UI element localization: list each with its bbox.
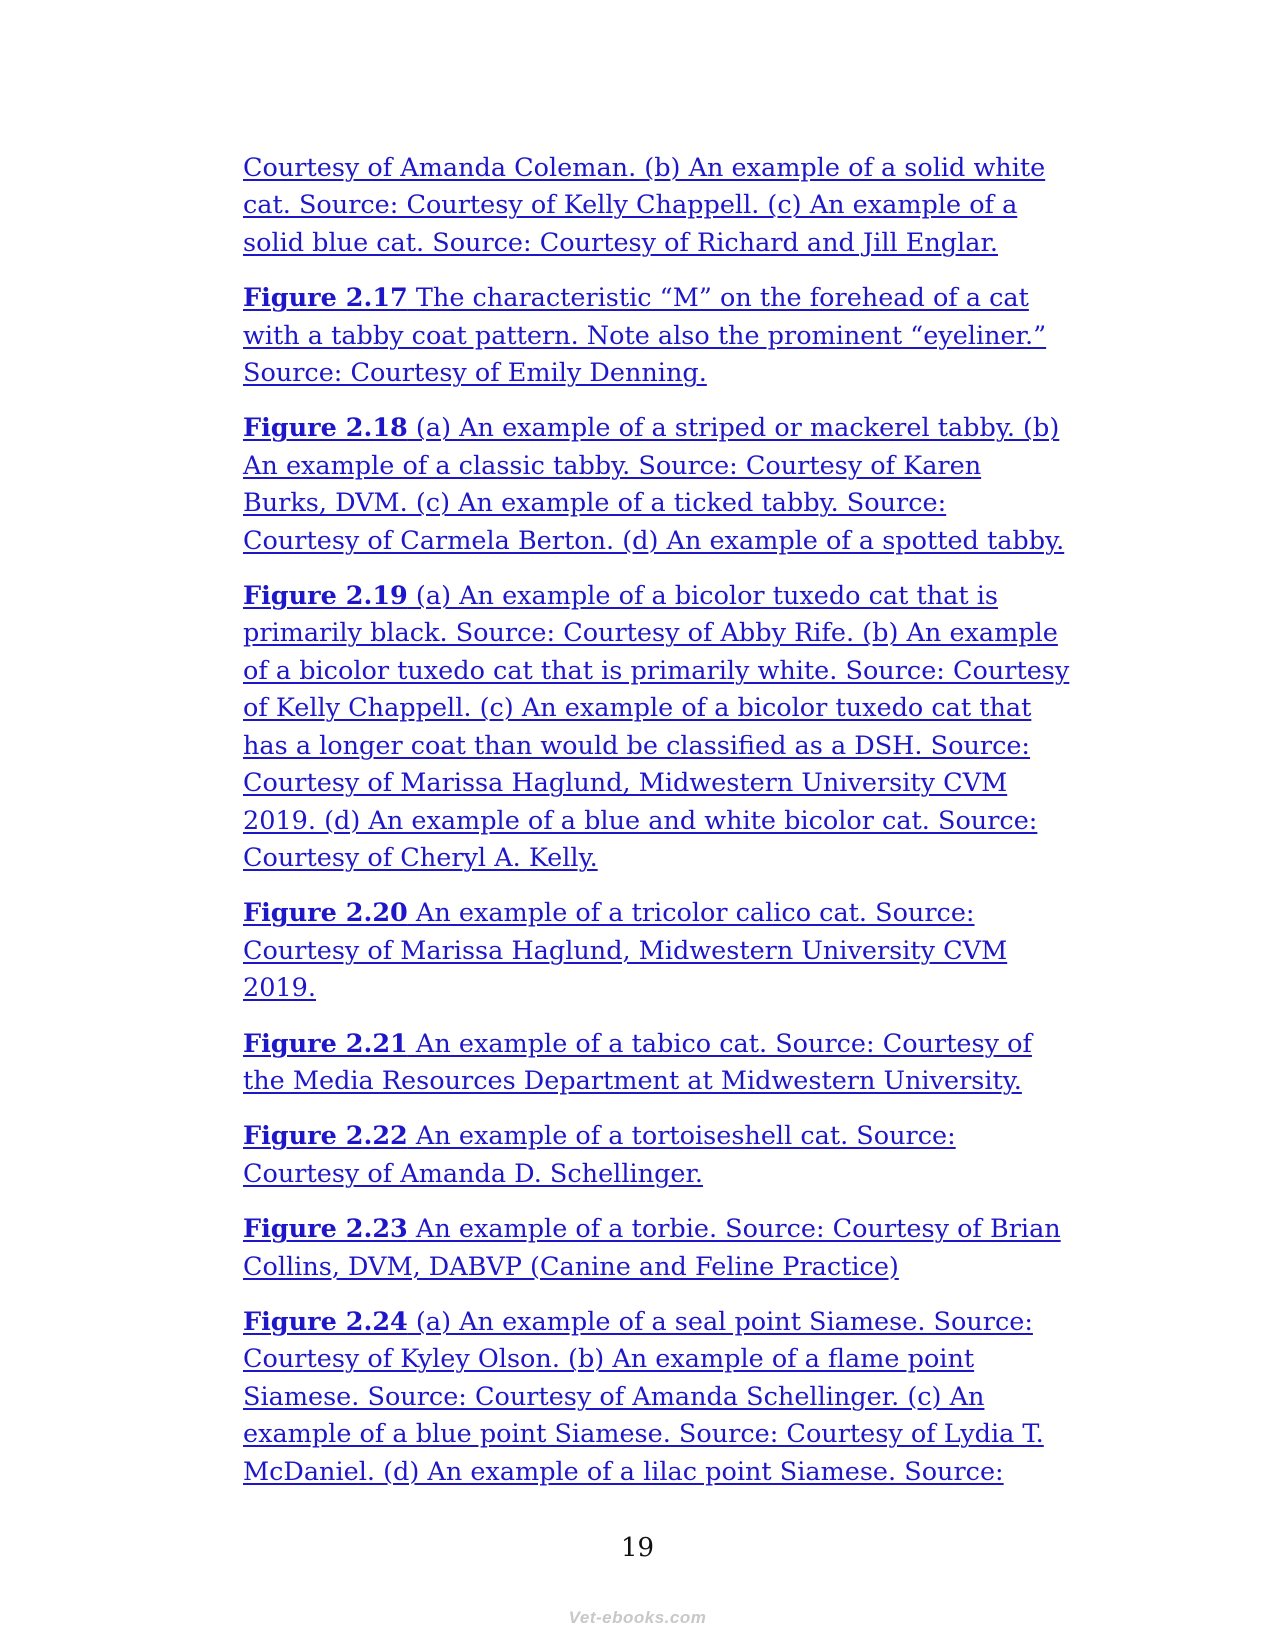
figure-caption-text: (a) An example of a striped or mackerel tabby. (b) An example of a classic tabby. Source: Courtesy of Karen Burks, DVM. (c) An example of a ticked tabby. Source: Courtesy of Carmela Berton. (d) An example of a spotted tabby.	[243, 413, 1065, 556]
figure-link-2-23[interactable]	[243, 1214, 1061, 1281]
figure-caption-text: Courtesy of Amanda Coleman. (b) An example of a solid white cat. Source: Courtesy of Kelly Chappell. (c) An example of a solid blue cat. Source: Courtesy of Richard and Jill Englar.	[243, 153, 1046, 258]
figure-label: Figure 2.22	[243, 1121, 408, 1152]
figure-label: Figure 2.17	[243, 283, 408, 314]
figure-link-2-21[interactable]	[243, 1029, 1032, 1096]
figure-label: Figure 2.23	[243, 1214, 408, 1245]
figure-entry-2-22	[243, 1118, 1128, 1193]
figure-entry-2-18	[243, 410, 1128, 560]
figure-caption-text: An example of a tabico cat. Source: Courtesy of the Media Resources Department at Midwestern University.	[243, 1028, 1032, 1096]
figure-entry-2-17	[243, 280, 1128, 392]
figure-label: Figure 2.18	[243, 413, 408, 444]
figure-link-2-24[interactable]	[243, 1307, 1044, 1487]
figure-caption-text: An example of a torbie. Source: Courtesy of Brian Collins, DVM, DABVP (Canine and Feline Practice)	[243, 1214, 1061, 1282]
figure-link-2-17[interactable]	[243, 283, 1046, 388]
figure-caption-text: (a) An example of a bicolor tuxedo cat that is primarily black. Source: Courtesy of Abby Rife. (b) An example of a bicolor tuxedo cat that is primarily white. Source: Courtesy of Kelly Chappell. (c) An example of a bicolor tuxedo cat that has a longer coat than would be classified as a DSH. Source: Courtesy of Marissa Haglund, Midwestern University CVM 2019. (d) An example of a blue and white bicolor cat. Source: Courtesy of Cheryl A. Kelly.	[243, 581, 1070, 873]
figure-entry-2-23	[243, 1211, 1128, 1286]
figure-entry-2-16-continued	[243, 150, 1128, 262]
figure-link-2-19[interactable]	[243, 581, 1069, 873]
watermark-logo: Vet-ebooks.com	[568, 1608, 707, 1627]
figure-label: Figure 2.21	[243, 1028, 408, 1059]
figure-list	[243, 150, 1128, 1509]
figure-link-2-20[interactable]	[243, 898, 1007, 1003]
figure-label: Figure 2.19	[243, 581, 408, 612]
figure-entry-2-20	[243, 895, 1128, 1007]
figure-link-2-18[interactable]	[243, 413, 1064, 555]
figure-caption-text: (a) An example of a seal point Siamese. Source: Courtesy of Kyley Olson. (b) An example of a flame point Siamese. Source: Courtesy of Amanda Schellinger. (c) An example of a blue point Siamese. Source: Courtesy of Lydia T. McDaniel. (d) An example of a lilac point Siamese. Source:	[243, 1306, 1044, 1487]
figure-entry-2-19	[243, 578, 1128, 877]
figure-entry-2-24	[243, 1304, 1128, 1491]
figure-link-2-16[interactable]	[243, 153, 1045, 258]
figure-label: Figure 2.20	[243, 898, 408, 929]
figure-entry-2-21	[243, 1026, 1128, 1101]
figure-caption-text: An example of a tricolor calico cat. Source: Courtesy of Marissa Haglund, Midwestern University CVM 2019.	[243, 898, 1008, 1004]
figure-link-2-22[interactable]	[243, 1121, 956, 1188]
figure-label: Figure 2.24	[243, 1306, 408, 1337]
page-number: 19	[620, 1533, 655, 1563]
figure-caption-text: The characteristic “M” on the forehead of a cat with a tabby coat pattern. Note also the prominent “eyeliner.” Source: Courtesy of Emily Denning.	[243, 283, 1047, 389]
figure-caption-text: An example of a tortoiseshell cat. Source: Courtesy of Amanda D. Schellinger.	[243, 1121, 956, 1189]
